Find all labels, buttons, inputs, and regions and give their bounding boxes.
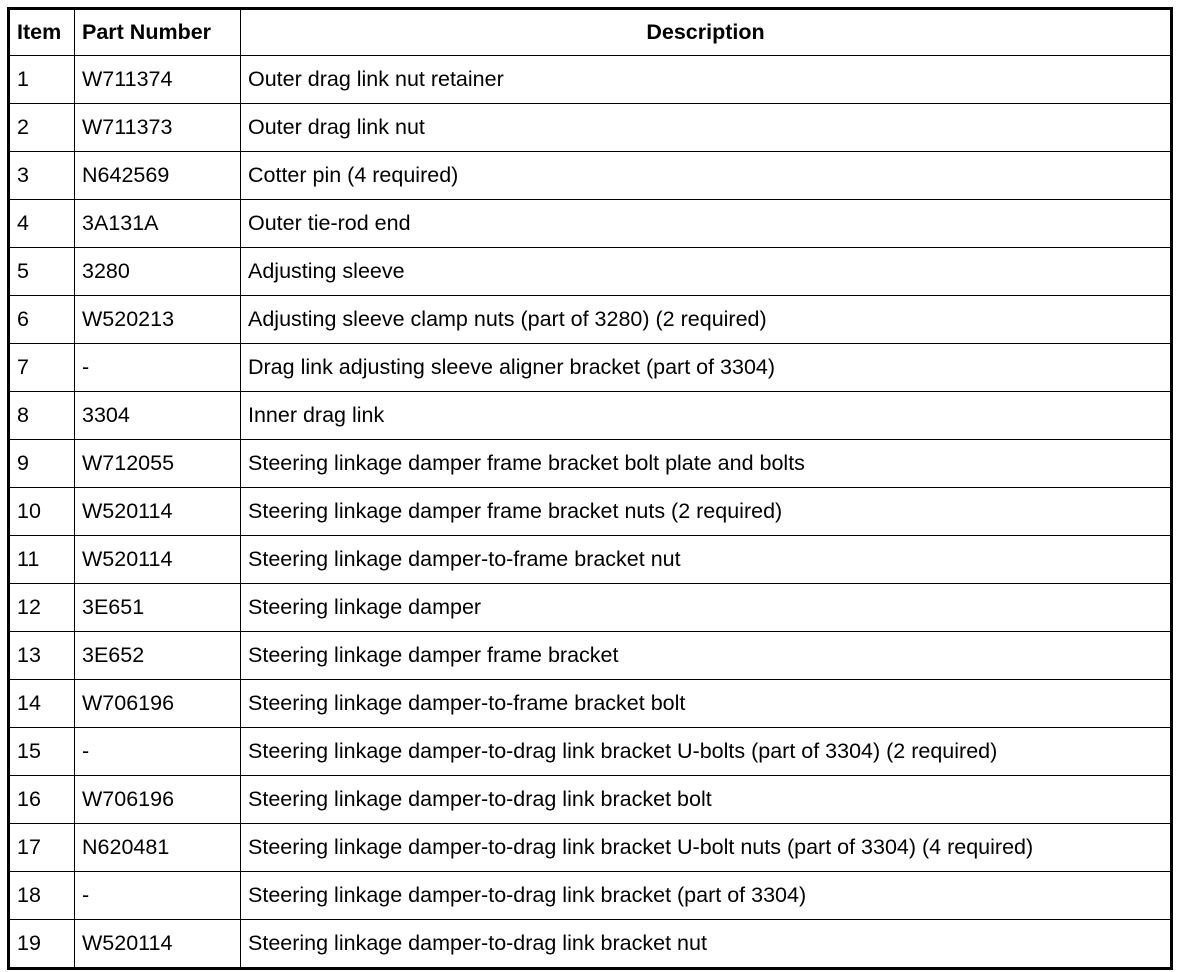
table-row: [9, 296, 1172, 344]
item-cell: 16: [9, 776, 75, 824]
table-row: [9, 392, 1172, 440]
item-cell: 12: [9, 584, 75, 632]
header-description: Description: [241, 9, 1172, 56]
item-cell: 8: [9, 392, 75, 440]
description-cell: Adjusting sleeve: [241, 248, 1172, 296]
item-cell: 1: [9, 56, 75, 104]
item-cell: 17: [9, 824, 75, 872]
table-row: [9, 920, 1172, 969]
table-row: [9, 488, 1172, 536]
part-number-cell: 3E651: [75, 584, 241, 632]
parts-table: [7, 7, 1173, 970]
part-number-cell: W706196: [75, 776, 241, 824]
item-cell: 13: [9, 632, 75, 680]
description-cell: Outer drag link nut: [241, 104, 1172, 152]
part-number-cell: W706196: [75, 680, 241, 728]
table-row: [9, 248, 1172, 296]
description-cell: Steering linkage damper frame bracket nuts (2 required): [241, 488, 1172, 536]
description-cell: Adjusting sleeve clamp nuts (part of 3280) (2 required): [241, 296, 1172, 344]
part-number-cell: N642569: [75, 152, 241, 200]
part-number-cell: 3304: [75, 392, 241, 440]
table-row: [9, 632, 1172, 680]
table-row: [9, 824, 1172, 872]
description-cell: Steering linkage damper-to-drag link bracket bolt: [241, 776, 1172, 824]
part-number-cell: W520114: [75, 536, 241, 584]
table-row: [9, 440, 1172, 488]
item-cell: 5: [9, 248, 75, 296]
description-cell: Steering linkage damper frame bracket: [241, 632, 1172, 680]
description-cell: Steering linkage damper-to-drag link bracket nut: [241, 920, 1172, 969]
part-number-cell: -: [75, 872, 241, 920]
description-cell: Outer tie-rod end: [241, 200, 1172, 248]
description-cell: Steering linkage damper-to-drag link bracket (part of 3304): [241, 872, 1172, 920]
header-row: [9, 9, 1172, 56]
item-cell: 7: [9, 344, 75, 392]
part-number-cell: -: [75, 344, 241, 392]
header-part-number: Part Number: [75, 9, 241, 56]
table-row: [9, 584, 1172, 632]
item-cell: 3: [9, 152, 75, 200]
item-cell: 19: [9, 920, 75, 969]
table-row: [9, 152, 1172, 200]
part-number-cell: W520114: [75, 488, 241, 536]
table-row: [9, 344, 1172, 392]
table-row: [9, 872, 1172, 920]
description-cell: Steering linkage damper-to-frame bracket bolt: [241, 680, 1172, 728]
part-number-cell: W520213: [75, 296, 241, 344]
part-number-cell: N620481: [75, 824, 241, 872]
description-cell: Steering linkage damper-to-drag link bracket U-bolt nuts (part of 3304) (4 required): [241, 824, 1172, 872]
item-cell: 15: [9, 728, 75, 776]
part-number-cell: W712055: [75, 440, 241, 488]
part-number-cell: 3E652: [75, 632, 241, 680]
description-cell: Steering linkage damper-to-frame bracket nut: [241, 536, 1172, 584]
part-number-cell: W520114: [75, 920, 241, 969]
table-row: [9, 56, 1172, 104]
item-cell: 14: [9, 680, 75, 728]
description-cell: Inner drag link: [241, 392, 1172, 440]
part-number-cell: W711373: [75, 104, 241, 152]
item-cell: 10: [9, 488, 75, 536]
part-number-cell: 3280: [75, 248, 241, 296]
table-row: [9, 536, 1172, 584]
description-cell: Steering linkage damper frame bracket bolt plate and bolts: [241, 440, 1172, 488]
item-cell: 9: [9, 440, 75, 488]
description-cell: Cotter pin (4 required): [241, 152, 1172, 200]
description-cell: Steering linkage damper-to-drag link bracket U-bolts (part of 3304) (2 required): [241, 728, 1172, 776]
item-cell: 11: [9, 536, 75, 584]
table-row: [9, 680, 1172, 728]
part-number-cell: -: [75, 728, 241, 776]
item-cell: 6: [9, 296, 75, 344]
table-row: [9, 776, 1172, 824]
table-row: [9, 104, 1172, 152]
item-cell: 4: [9, 200, 75, 248]
table-row: [9, 200, 1172, 248]
item-cell: 2: [9, 104, 75, 152]
description-cell: Steering linkage damper: [241, 584, 1172, 632]
table-row: [9, 728, 1172, 776]
part-number-cell: 3A131A: [75, 200, 241, 248]
description-cell: Drag link adjusting sleeve aligner bracket (part of 3304): [241, 344, 1172, 392]
description-cell: Outer drag link nut retainer: [241, 56, 1172, 104]
item-cell: 18: [9, 872, 75, 920]
header-item: Item: [9, 9, 75, 56]
part-number-cell: W711374: [75, 56, 241, 104]
